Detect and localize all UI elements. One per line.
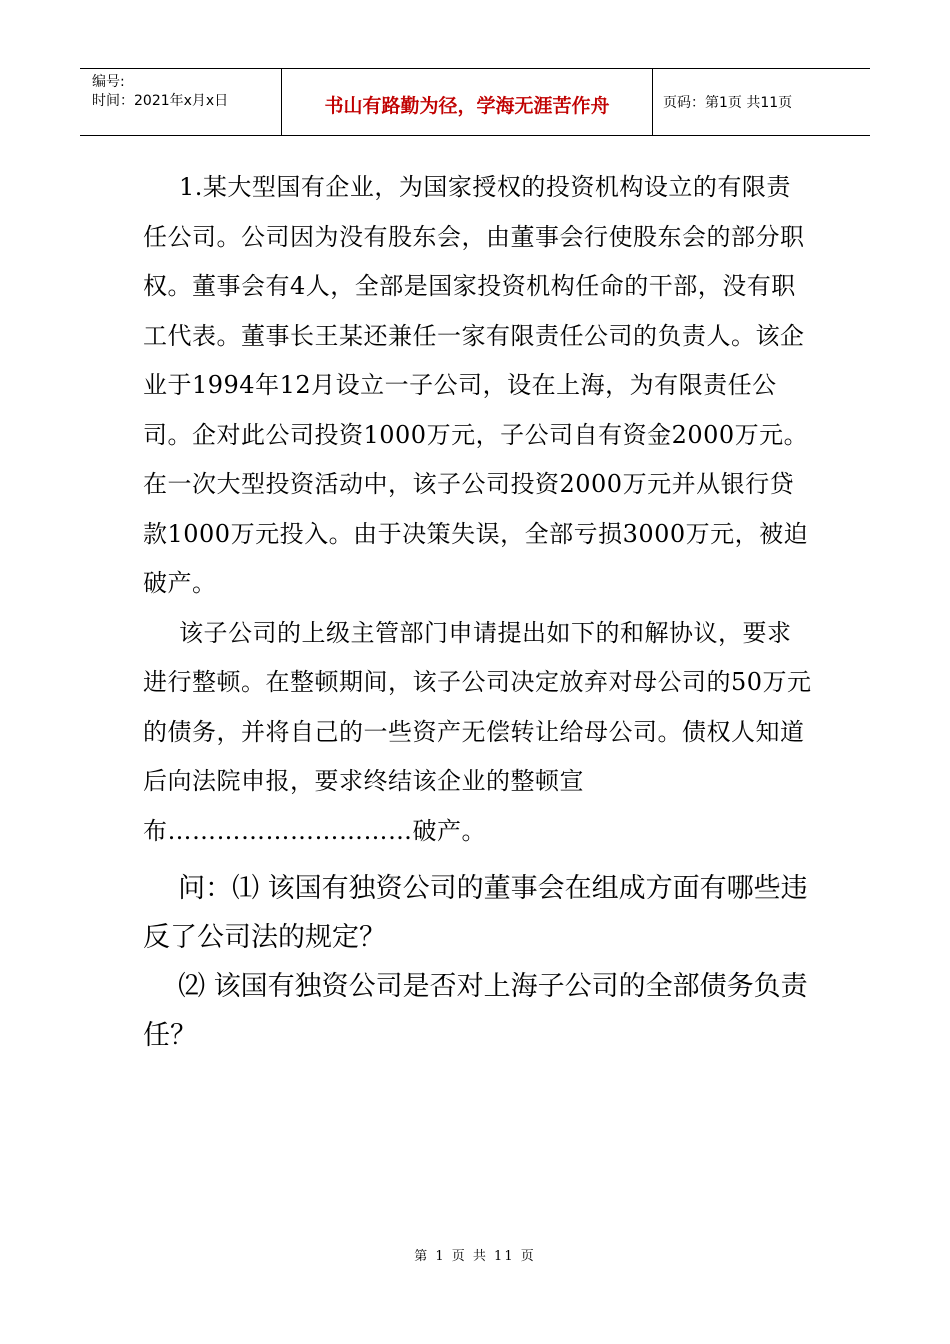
header-page-info: 页码：第1页 共11页 bbox=[663, 95, 793, 111]
document-body bbox=[143, 163, 815, 1060]
case-paragraph-2: 该子公司的上级主管部门申请提出如下的和解协议，要求进行整顿。在整顿期间，该子公司决定放弃对母公司的50万元的债务，并将自己的一些资产无偿转让给母公司。债权人知道后向法院申报，要求终结该企业的整顿宣布…………………………破产。 bbox=[143, 618, 812, 845]
header-motto: 书山有路勤为径，学海无涯苦作舟 bbox=[282, 69, 653, 135]
document-header bbox=[80, 68, 870, 136]
question-1: 问：⑴ 该国有独资公司的董事会在组成方面有哪些违反了公司法的规定？ bbox=[143, 873, 808, 953]
document-time: 时间：2021年x月x日 bbox=[92, 93, 229, 109]
document-number-label: 编号: bbox=[92, 74, 125, 90]
case-paragraph-1: 1.某大型国有企业，为国家授权的投资机构设立的有限责任公司。公司因为没有股东会，由董事会行使股东会的部分职权。董事会有4人，全部是国家投资机构任命的干部，没有职工代表。董事长王某还兼任一家有限责任公司的负责人。该企业于1994年12月设立一子公司，设在上海，为有限责任公司。企对此公司投资1000万元，子公司自有资金2000万元。在一次大型投资活动中，该子公司投资2000万元并从银行贷款1000万元投入。由于决策失误，全部亏损3000万元，被迫破产。 bbox=[143, 173, 809, 597]
header-meta bbox=[80, 69, 282, 135]
page-footer: 第 1 页 共 11 页 bbox=[414, 1249, 536, 1264]
question-2: ⑵ 该国有独资公司是否对上海子公司的全部债务负责任？ bbox=[143, 971, 808, 1051]
